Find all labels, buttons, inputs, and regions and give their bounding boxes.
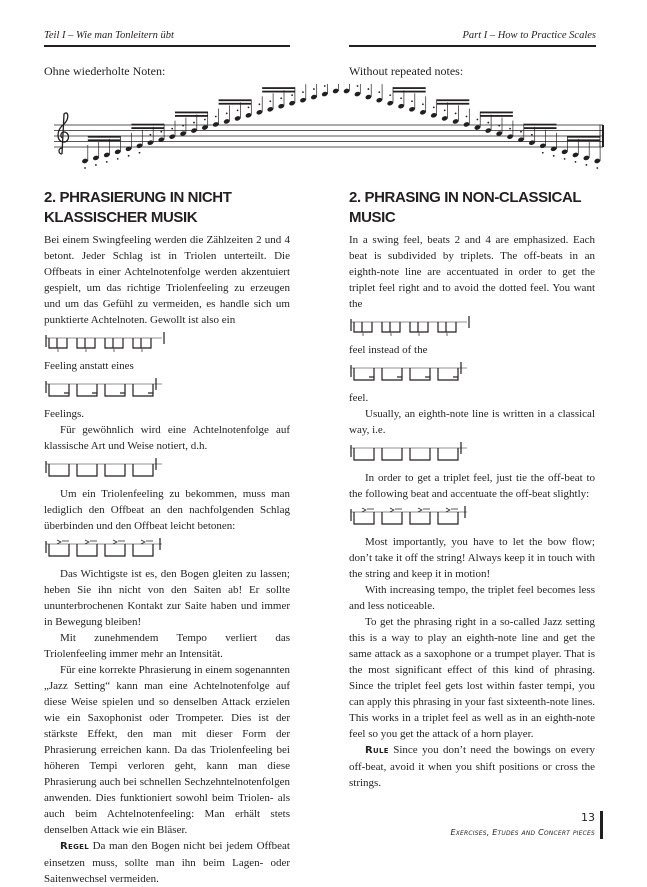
rhythm-figure-tied-accent	[349, 506, 474, 528]
staccato-dot	[269, 100, 271, 102]
beam	[524, 124, 557, 126]
staccato-dot	[226, 113, 228, 115]
staccato-dot	[171, 128, 173, 130]
staccato-dot	[389, 94, 391, 96]
rule-label: Regel	[60, 841, 89, 852]
header-rule-left	[44, 45, 290, 47]
staccato-dot	[106, 161, 108, 163]
rhythm-figure-dotted	[44, 378, 169, 400]
staccato-dot	[313, 88, 315, 90]
staccato-dot	[84, 167, 86, 169]
beam	[262, 91, 295, 93]
beam	[219, 99, 252, 101]
accent-tie	[57, 540, 69, 544]
note-group	[410, 448, 430, 460]
running-header-left: Teil I – Wie man Tonleitern übt	[44, 30, 174, 41]
note-group	[410, 512, 430, 524]
staccato-dot	[324, 85, 326, 87]
staccato-dot	[433, 106, 435, 108]
staccato-dot	[215, 116, 217, 118]
heading-line: 2. PHRASING IN NON-CLASSICAL	[349, 189, 582, 206]
rule-paragraph	[349, 742, 595, 791]
english-heading	[349, 188, 595, 228]
treble-clef-icon	[58, 113, 69, 154]
staccato-dot	[302, 91, 304, 93]
note-group	[105, 384, 125, 396]
staccato-dot	[422, 103, 424, 105]
note-group	[105, 338, 123, 348]
staccato-dot	[520, 131, 522, 133]
staccato-dot	[400, 97, 402, 99]
note-group	[438, 368, 458, 380]
paragraph: Feelings.	[44, 408, 85, 420]
beam	[131, 124, 164, 126]
note-group	[105, 544, 125, 556]
rule-text: Da man den Bogen nicht bei jedem Offbeat einsetzen muss, sollte man ihn beim Lagen- oder Saitenwechsel vermeiden.	[44, 840, 290, 885]
staccato-dot	[498, 125, 500, 127]
accent-tie	[390, 508, 402, 512]
accent-tie	[141, 540, 153, 544]
paragraph: In order to get a triplet feel, just tie the off-beat to the following beat and accentuate the off-beat slightly:	[349, 472, 595, 500]
german-column	[44, 188, 290, 887]
staccato-dot	[564, 158, 566, 160]
beam	[131, 127, 164, 129]
running-header-right: Part I – How to Practice Scales	[462, 30, 596, 41]
paragraph: Mit zunehmendem Tempo verliert das Triolenfeeling immer mehr an Intensität.	[44, 632, 290, 660]
paragraph: feel instead of the	[349, 344, 428, 356]
paragraph: Bei einem Swingfeeling werden die Zählzeiten 2 und 4 betont. Jeder Schlag ist in Triolen unterteilt. Die Offbeats in einer Achtelnotenfolge werden akzentuiert gespielt, um das richtige Triolenfeeling zu erzeugen und um das Gefühl zu vermeiden, es handle sich um punktierte Achtelnoten. Gewollt ist also ein	[44, 234, 290, 326]
paragraph: With increasing tempo, the triplet feel becomes less and less noticeable.	[349, 584, 595, 612]
staccato-dot	[477, 119, 479, 121]
staccato-dot	[509, 128, 511, 130]
rule-text: Since you don’t need the bowings on every off-beat, avoid it when you shift positions or cross the strings.	[349, 744, 595, 789]
note-group	[77, 384, 97, 396]
note-group	[133, 544, 153, 556]
rhythm-figure-straight	[349, 442, 474, 464]
beam	[393, 91, 426, 93]
intro-label-en: Without repeated notes:	[349, 64, 464, 78]
staccato-dot	[291, 94, 293, 96]
note-group	[77, 544, 97, 556]
note-group	[354, 322, 372, 332]
beam	[524, 127, 557, 129]
beam	[262, 87, 295, 89]
staccato-dot	[182, 125, 184, 127]
staccato-dot	[455, 113, 457, 115]
note-group	[133, 338, 151, 348]
beam	[480, 115, 513, 117]
staccato-dot	[531, 134, 533, 136]
staccato-dot	[259, 103, 261, 105]
staccato-dot	[280, 97, 282, 99]
rhythm-figure-tied-accent	[44, 538, 169, 560]
staccato-dot	[596, 167, 598, 169]
header-rule-right	[349, 45, 596, 47]
beam	[393, 87, 426, 89]
note-group	[77, 464, 97, 476]
accent-tie	[362, 508, 374, 512]
staccato-dot	[128, 155, 130, 157]
staccato-dot	[378, 91, 380, 93]
rhythm-figure-dotted	[349, 362, 474, 384]
staccato-dot	[139, 152, 141, 154]
staccato-dot	[160, 131, 162, 133]
staccato-dot	[466, 116, 468, 118]
note-group	[438, 448, 458, 460]
staccato-dot	[586, 164, 588, 166]
staccato-dot	[368, 88, 370, 90]
staccato-dot	[193, 122, 195, 124]
rhythm-figure-straight	[44, 458, 169, 480]
note-group	[49, 544, 69, 556]
note-group	[49, 464, 69, 476]
paragraph: Um ein Triolenfeeling zu bekommen, muss man lediglich den Offbeat an den nachfolgenden Schlag überbinden und den Offbeat leicht betonen:	[44, 488, 290, 532]
rule-label: Rule	[365, 745, 389, 756]
note-group	[354, 512, 374, 524]
staccato-dot	[117, 158, 119, 160]
staccato-dot	[237, 109, 239, 111]
paragraph: To get the phrasing right in a so-called Jazz setting this is a way to play an eighth-note line and get the same attack as a saxophone or a trumpet player. That is the most significant effect of this kind of phrasing. Since the triplet feel gets lost within faster tempi, you can apply this phrasing in your fast sixteenth-note lines. This works in a triplet feel as well as in an eighth-note feel so you get the attack of a horn player.	[349, 616, 595, 740]
accent-tie	[446, 508, 458, 512]
beam	[567, 136, 600, 138]
beam	[88, 139, 121, 141]
note-group	[133, 384, 153, 396]
note-group	[382, 512, 402, 524]
rhythm-figure-triplet	[44, 332, 169, 354]
note-group	[382, 448, 402, 460]
note-group	[438, 322, 456, 332]
page-number: 13	[581, 811, 595, 824]
note-group	[105, 464, 125, 476]
staccato-dot	[444, 109, 446, 111]
note-group	[410, 322, 428, 332]
paragraph: Most importantly, you have to let the bow flow; don’t take it off the string! Always keep it in touch with the string and keep it in motion!	[349, 536, 595, 580]
staccato-dot	[487, 122, 489, 124]
staccato-dot	[95, 164, 97, 166]
staccato-dot	[553, 155, 555, 157]
footer-book-title: Exercises, Etudes and Concert pieces	[450, 828, 595, 837]
paragraph: feel.	[349, 392, 369, 404]
paragraph: Usually, an eighth-note line is written in a classical way, i.e.	[349, 408, 595, 436]
heading-line: KLASSISCHER MUSIK	[44, 209, 198, 226]
note-group	[49, 338, 67, 348]
beam	[175, 112, 208, 114]
beam	[567, 139, 600, 141]
paragraph: In a swing feel, beats 2 and 4 are emphasized. Each beat is subdivided by triplets. The off-beats in an eighth-note line are accentuated in order to get the triplet feel right and to avoid the dotted feel. You want the	[349, 234, 595, 310]
note-group	[410, 368, 430, 380]
beam	[437, 103, 470, 105]
german-heading	[44, 188, 290, 228]
note-group	[382, 322, 400, 332]
note-group	[49, 384, 69, 396]
note-group	[382, 368, 402, 380]
beam	[88, 136, 121, 138]
note-group	[77, 338, 95, 348]
staccato-dot	[150, 134, 152, 136]
staccato-dot	[575, 161, 577, 163]
accent-tie	[113, 540, 125, 544]
staccato-dot	[411, 100, 413, 102]
intro-label-de: Ohne wiederholte Noten:	[44, 64, 166, 78]
staccato-dot	[204, 119, 206, 121]
staccato-dot	[248, 106, 250, 108]
beam	[437, 99, 470, 101]
accent-tie	[418, 508, 430, 512]
heading-line: MUSIC	[349, 209, 396, 226]
beam	[480, 112, 513, 114]
note-group	[133, 464, 153, 476]
english-column	[349, 188, 595, 791]
paragraph: Für gewöhnlich wird eine Achtelnotenfolge auf klassische Art und Weise notiert, d.h.	[44, 424, 290, 452]
beam	[175, 115, 208, 117]
paragraph: Für eine korrekte Phrasierung in einem sogenannten „Jazz Setting“ kann man eine Achtelnotenfolge auf diese Weise spielen und so denselben Attack erzielen wie ein Saxophonist oder Trompeter. Dies ist der stärkste Effekt, den man mit dieser Form der Phrasierung erreichen kann. Da das Triolenfeeling bei höheren Tempi verloren geht, kann man diese Phrasierung auch bei schnellen Sechzehntelnotenfolgen anwenden. Dies funktioniert sowohl beim Triolen- als auch beim Achtelnotenfeeling: Man erhält stets denselben Attack wie ein Bläser.	[44, 664, 290, 836]
beam	[219, 103, 252, 105]
staccato-dot	[542, 152, 544, 154]
note-group	[354, 368, 374, 380]
rule-paragraph	[44, 838, 290, 887]
heading-line: 2. PHRASIERUNG IN NICHT	[44, 189, 232, 206]
music-staff-scale	[40, 84, 610, 174]
paragraph: Das Wichtigste ist es, den Bogen gleiten zu lassen; heben Sie ihn nicht von den Saiten ab! Er sollte ununterbrochenen Kontakt zur Saite haben und immer in Bewegung bleiben!	[44, 568, 290, 628]
accent-tie	[85, 540, 97, 544]
note-group	[438, 512, 458, 524]
note-group	[354, 448, 374, 460]
paragraph: Feeling anstatt eines	[44, 360, 134, 372]
staccato-dot	[357, 85, 359, 87]
footer-bar	[600, 811, 603, 839]
rhythm-figure-triplet	[349, 316, 474, 338]
